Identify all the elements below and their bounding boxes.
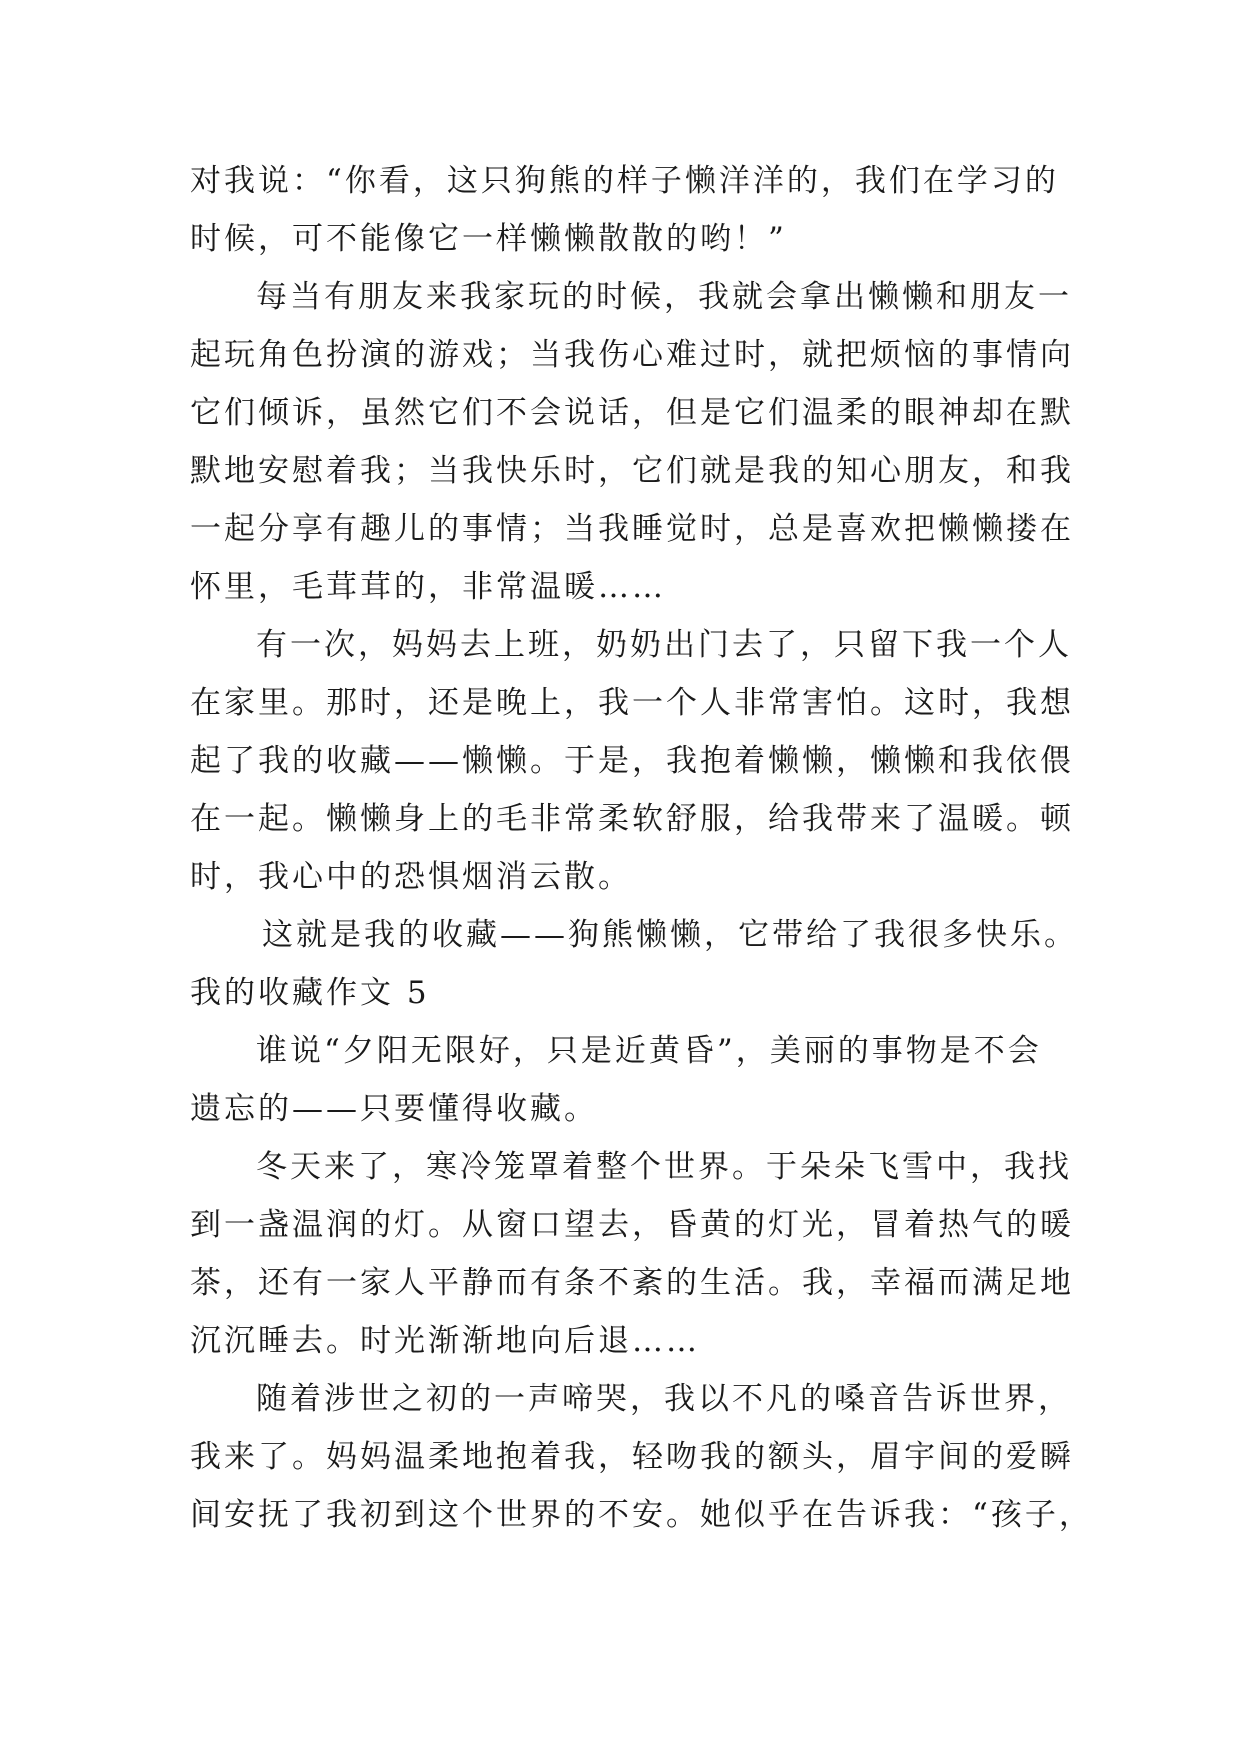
text-line: 时候，可不能像它一样懒懒散散的哟！” <box>190 221 787 257</box>
text-line: 时，我心中的恐惧烟消云散。 <box>190 859 632 895</box>
text-line: 间安抚了我初到这个世界的不安。她似乎在告诉我：“孩子， <box>190 1497 1093 1533</box>
text-line: 起玩角色扮演的游戏；当我伤心难过时，就把烦恼的事情向 <box>190 337 1074 373</box>
paragraph-start-line: 谁说“夕阳无限好，只是近黄昏”，美丽的事物是不会 <box>256 1033 1042 1069</box>
text-line: 到一盏温润的灯。从窗口望去，昏黄的灯光，冒着热气的暖 <box>190 1207 1074 1243</box>
section-heading: 我的收藏作文 5 <box>190 975 430 1011</box>
text-line: 在家里。那时，还是晚上，我一个人非常害怕。这时，我想 <box>190 685 1074 721</box>
text-line: 对我说：“你看，这只狗熊的样子懒洋洋的，我们在学习的 <box>190 163 1059 199</box>
text-line: 我来了。妈妈温柔地抱着我，轻吻我的额头，眉宇间的爱瞬 <box>190 1439 1074 1475</box>
text-line: 沉沉睡去。时光渐渐地向后退…… <box>190 1323 700 1359</box>
text-line: 起了我的收藏——懒懒。于是，我抱着懒懒，懒懒和我依偎 <box>190 743 1074 779</box>
text-line: 怀里，毛茸茸的，非常温暖…… <box>190 569 666 605</box>
text-line: 一起分享有趣儿的事情；当我睡觉时，总是喜欢把懒懒搂在 <box>190 511 1074 547</box>
paragraph-start-line: 每当有朋友来我家玩的时候，我就会拿出懒懒和朋友一 <box>256 279 1072 315</box>
text-line: 遗忘的——只要懂得收藏。 <box>190 1091 598 1127</box>
text-line: 在一起。懒懒身上的毛非常柔软舒服，给我带来了温暖。顿 <box>190 801 1074 837</box>
text-line: 它们倾诉，虽然它们不会说话，但是它们温柔的眼神却在默 <box>190 395 1074 431</box>
text-line: 茶，还有一家人平静而有条不紊的生活。我，幸福而满足地 <box>190 1265 1074 1301</box>
document-body <box>190 152 1093 1544</box>
paragraph-start-line: 有一次，妈妈去上班，奶奶出门去了，只留下我一个人 <box>256 627 1072 663</box>
paragraph-start-line: 冬天来了，寒冷笼罩着整个世界。于朵朵飞雪中，我找 <box>256 1149 1072 1185</box>
paragraph-start-line: 这就是我的收藏——狗熊懒懒，它带给了我很多快乐。 <box>262 917 1078 953</box>
paragraph-start-line: 随着涉世之初的一声啼哭，我以不凡的嗓音告诉世界， <box>256 1381 1072 1417</box>
text-line: 默地安慰着我；当我快乐时，它们就是我的知心朋友，和我 <box>190 453 1074 489</box>
